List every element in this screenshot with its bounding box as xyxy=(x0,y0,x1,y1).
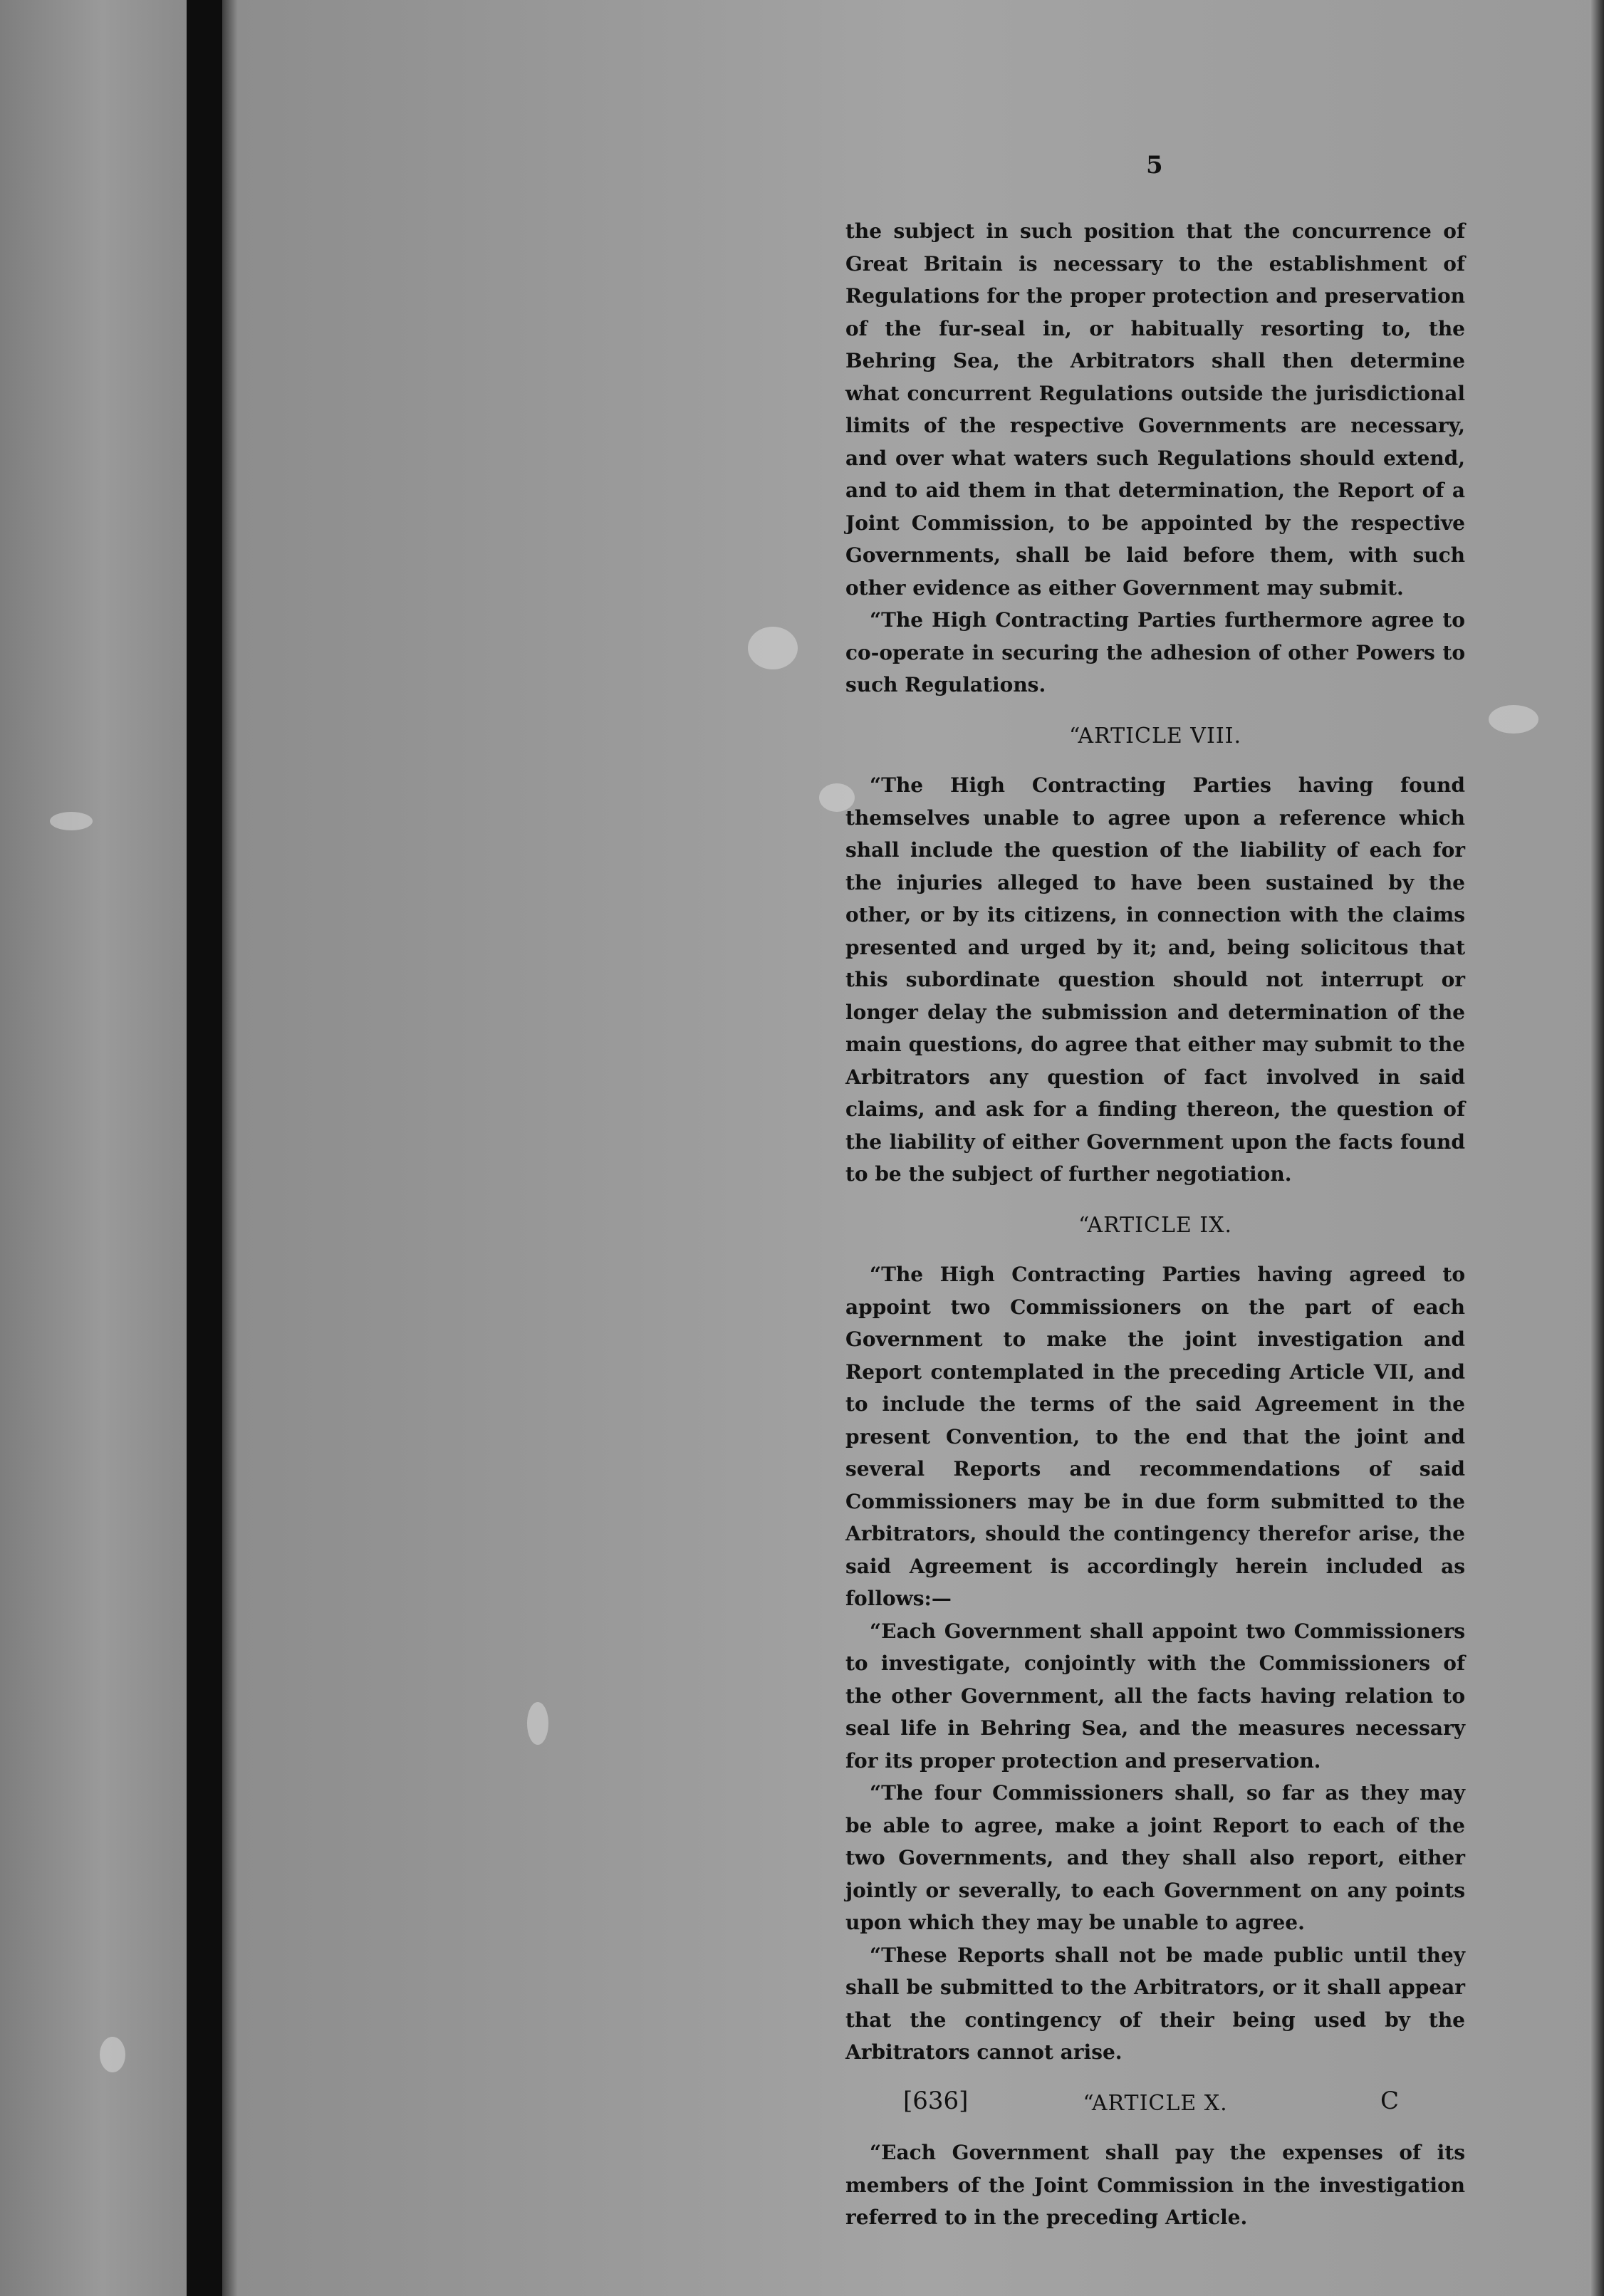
book-binding xyxy=(187,0,222,2296)
page-number: 5 xyxy=(1146,151,1163,179)
gathering-letter: C xyxy=(1380,2087,1400,2115)
paragraph: “Each Government shall appoint two Commissioners to investigate, conjointly with the Commissioners of the other Government, all the facts having relation to seal life in Behring Sea, and the measures necessary for its proper protection and preservation. xyxy=(845,1619,1465,1773)
paragraph: “The High Contracting Parties furthermore agree to co-operate in securing the adhesion of other Powers to such Regulations. xyxy=(845,608,1465,696)
article-viii-heading: “ARTICLE VIII. xyxy=(1068,723,1242,748)
printer-signature: [636] xyxy=(903,2087,969,2115)
paragraph: “The High Contracting Parties having agreed to appoint two Commissioners on the part of each Government to make the joint investigation and Report contemplated in the preceding Article VII, and to include the terms of the said Agreement in the present Convention, to the end that the joint and several Reports and recommendations of said Commissioners may be in due form submitted to the Arbitrators, should the contingency therefor arise, the said Agreement is accordingly herein included as follows:— xyxy=(845,1263,1465,1610)
article-ix-heading: “ARTICLE IX. xyxy=(1078,1212,1233,1238)
paragraph: “Each Government shall pay the expenses of its members of the Joint Commission in the investigation referred to in the preceding Article. xyxy=(845,2141,1465,2229)
paragraph-continued: the subject in such position that the concurrence of Great Britain is necessary to the establishment of Regulations for the proper protection and preservation of the fur-seal in, or habitually resorting to, the Behring Sea, the Arbitrators shall then determine what concurrent Regulations outside the jurisdictional limits of the respective Governments are necessary, and over what waters such Regulations should extend, and to aid them in that determination, the Report of a Joint Commission, to be appointed by the respective Governments, shall be laid before them, with such other evidence as either Government may submit. xyxy=(845,219,1465,600)
paper-blemish xyxy=(748,627,798,669)
page-edge-shadow xyxy=(1590,0,1604,2296)
paragraph: “The four Commissioners shall, so far as they may be able to agree, make a joint Report to each of the two Governments, and they shall also report, either jointly or severally, to each Government on any points upon which they may be unable to agree. xyxy=(845,1781,1465,1934)
article-x-heading: “ARTICLE X. xyxy=(1083,2090,1228,2116)
paragraph: “The High Contracting Parties having found themselves unable to agree upon a reference which shall include the question of the liability of each for the injuries alleged to have been sustained by the other, or by its citizens, in connection with the claims presented and urged by it; and, being solicitous that this subordinate question should not interrupt or longer delay the submission and determination of the main questions, do agree that either may submit to the Arbitrators any question of fact involved in said claims, and ask for a finding thereon, the question of the liability of either Government upon the facts found to be the subject of further negotiation. xyxy=(845,773,1465,1186)
paper-blemish xyxy=(50,812,93,830)
paper-blemish xyxy=(527,1702,548,1745)
facing-page-left xyxy=(0,0,187,2296)
paper-blemish xyxy=(1489,705,1538,734)
document-body xyxy=(845,215,1465,2234)
binding-shadow xyxy=(222,0,238,2296)
paper-blemish xyxy=(100,2037,125,2072)
paragraph: “These Reports shall not be made public until they shall be submitted to the Arbitrators, or it shall appear that the contingency of their being used by the Arbitrators cannot arise. xyxy=(845,1943,1465,2064)
